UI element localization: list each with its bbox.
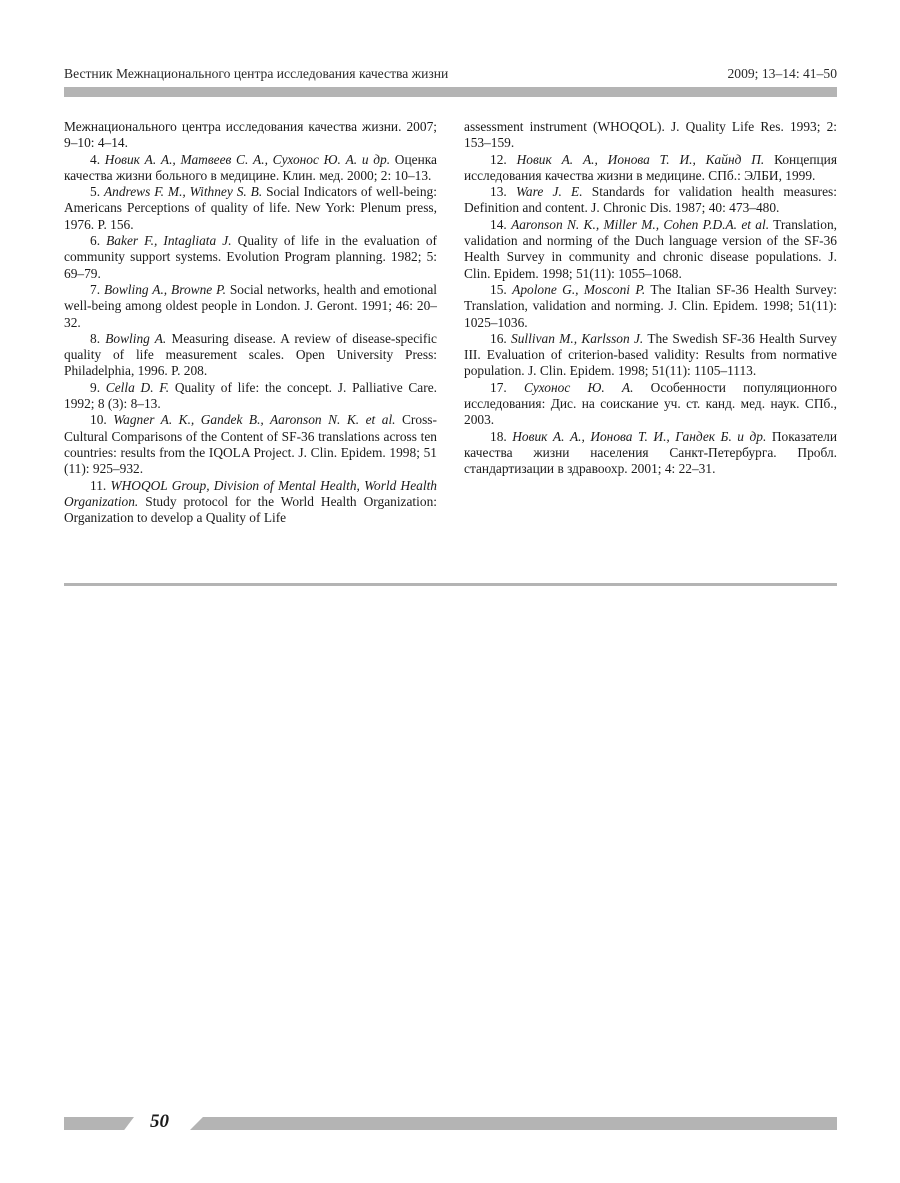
reference-text: Концепция исследования качества жизни в медицине. СПб.: ЭЛБИ, 1999. xyxy=(464,151,837,183)
reference-authors: Apolone G., Mosconi P. xyxy=(512,281,646,297)
reference-item xyxy=(464,429,837,478)
reference-text: Quality of life: the concept. J. Palliative Care. 1992; 8 (3): 8–13. xyxy=(64,379,438,412)
reference-authors: Wagner A. K., Gandek B., Aaronson N. K. et al. xyxy=(113,412,396,428)
reference-authors: Andrews F. M., Withney S. B. xyxy=(103,184,263,200)
reference-text: The Swedish SF-36 Health Survey III. Evaluation of criterion-based validity: Results from normative population. J. Clin. Epidem. 1998; 51(11): 1105–1113. xyxy=(464,330,837,379)
reference-number: 17. xyxy=(490,379,507,395)
reference-item xyxy=(64,380,437,413)
reference-number: 9. xyxy=(90,379,101,395)
reference-item xyxy=(464,282,837,331)
reference-number: 12. xyxy=(490,151,507,167)
reference-number: 10. xyxy=(90,412,107,428)
reference-item xyxy=(64,184,437,233)
footer-bar-right xyxy=(190,1117,837,1130)
references-left-column xyxy=(64,119,437,526)
reference-text: Cross-Cultural Comparisons of the Content of SF-36 translations across ten countries: results from the IQOLA Project. J. Clin. Epidem. 1998; 51 (11): 925–932. xyxy=(64,412,437,477)
reference-text: Standards for validation health measures: Definition and content. J. Chronic Dis. 1987; 40: 473–480. xyxy=(464,184,837,216)
reference-authors: Baker F., Intagliata J. xyxy=(106,233,232,249)
reference-authors: WHOQOL Group, Division of Mental Health, World Health Organization. xyxy=(64,477,437,509)
reference-item xyxy=(64,331,437,380)
reference-text: Translation, validation and norming of the Duch language version of the SF-36 Health Survey in community and chronic disease populations. J. Clin. Epidem. 1998; 51(11): 1055–1068. xyxy=(464,216,837,281)
reference-continued: Межнационального центра исследования качества жизни. 2007; 9–10: 4–14. xyxy=(64,119,437,151)
reference-number: 16. xyxy=(490,330,507,346)
reference-item xyxy=(64,233,437,282)
reference-number: 18. xyxy=(490,428,507,444)
reference-text: Показатели качества жизни населения Санкт-Петербурга. Пробл. стандартизации в здравоохр. 2001; 4: 22–31. xyxy=(464,428,837,477)
reference-text: Особенности популяционного исследования: Дис. на соискание уч. ст. канд. мед. наук. СПб., 2003. xyxy=(464,379,837,428)
reference-text: Social Indicators of well-being: Americans Perceptions of quality of life. New York: Plenum press, 1976. P. 156. xyxy=(64,184,437,232)
reference-number: 14. xyxy=(490,216,507,232)
reference-number: 15. xyxy=(490,281,507,297)
issue-info: 2009; 13–14: 41–50 xyxy=(727,66,837,81)
reference-text: Measuring disease. A review of disease-specific quality of life measurement scales. Open University Press: Philadelphia, 1996. P. 208. xyxy=(64,330,437,379)
reference-number: 5. xyxy=(90,184,101,200)
reference-item xyxy=(464,380,837,429)
reference-number: 7. xyxy=(90,281,101,297)
reference-authors: Ware J. E. xyxy=(515,184,583,200)
reference-number: 13. xyxy=(490,184,507,200)
reference-number: 8. xyxy=(90,330,101,346)
reference-authors: Сухонос Ю. А. xyxy=(523,379,634,395)
reference-authors: Aaronson N. K., Miller M., Cohen P.D.A. et al. xyxy=(511,216,770,232)
reference-continued: assessment instrument (WHOQOL). J. Quality Life Res. 1993; 2: 153–159. xyxy=(464,119,837,151)
reference-number: 11. xyxy=(90,477,107,493)
footer-bar-left xyxy=(64,1117,134,1130)
reference-text: The Italian SF-36 Health Survey: Translation, validation and norming. J. Clin. Epidem. 1998; 51(11): 1025–1036. xyxy=(464,281,837,330)
reference-number: 6. xyxy=(90,233,101,249)
reference-item xyxy=(464,331,837,380)
journal-title: Вестник Межнационального центра исследования качества жизни xyxy=(64,66,449,81)
reference-authors: Новик А. А., Матвеев С. А., Сухонос Ю. А. и др. xyxy=(104,151,391,167)
reference-authors: Bowling A., Browne P. xyxy=(103,281,226,297)
reference-text: Social networks, health and emotional well-being among oldest people in London. J. Geront. 1991; 46: 20–32. xyxy=(64,281,438,330)
reference-authors: Cella D. F. xyxy=(105,379,170,395)
content-end-rule xyxy=(64,583,837,586)
reference-text: Quality of life in the evaluation of community support systems. Evolution Program planning. 1982; 5: 69–79. xyxy=(64,233,437,281)
reference-item xyxy=(464,152,837,185)
reference-item xyxy=(464,217,837,282)
references-right-column xyxy=(464,119,837,478)
reference-item xyxy=(464,184,837,217)
reference-item xyxy=(64,412,437,477)
reference-authors: Новик А. А., Ионова Т. И., Кайнд П. xyxy=(516,151,765,167)
header-rule xyxy=(64,87,837,97)
reference-text: Study protocol for the World Health Organization: Organization to develop a Quality of Life xyxy=(64,493,437,526)
reference-item xyxy=(64,478,437,527)
reference-number: 4. xyxy=(90,151,101,167)
reference-item xyxy=(64,152,437,185)
reference-text: Оценка качества жизни больного в медицине. Клин. мед. 2000; 2: 10–13. xyxy=(64,151,437,183)
reference-authors: Sullivan M., Karlsson J. xyxy=(511,330,644,346)
reference-authors: Новик А. А., Ионова Т. И., Гандек Б. и др. xyxy=(512,428,767,444)
reference-item xyxy=(64,282,437,331)
running-header xyxy=(64,66,837,82)
page-number: 50 xyxy=(150,1111,169,1132)
reference-authors: Bowling A. xyxy=(105,330,167,346)
